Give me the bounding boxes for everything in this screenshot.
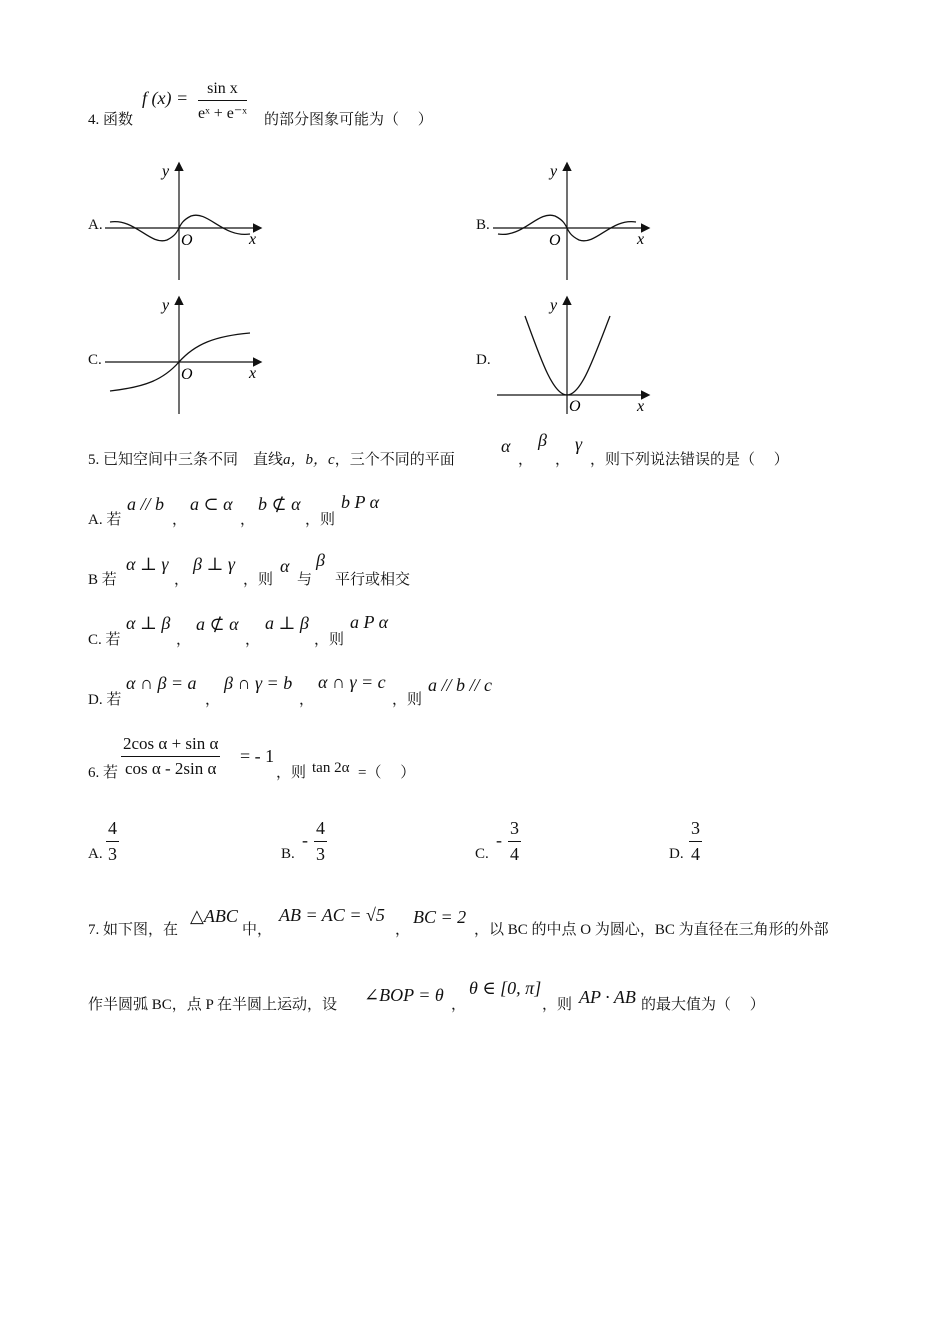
q6-b-sign: -	[302, 830, 308, 850]
q4-option-b-graph	[493, 158, 653, 283]
q5-b-sep1: ，	[174, 572, 190, 588]
q6-c-num: 3	[508, 818, 521, 842]
q5-d-m1: α ∩ β = a	[126, 673, 197, 693]
q5-stem-lines: a，b，c	[283, 452, 335, 468]
q4-d-origin-label: O	[569, 398, 581, 415]
q5-b-then: ，则	[243, 572, 274, 588]
q5-a-m2: a ⊂ α	[190, 494, 233, 514]
q4-option-c-graph	[105, 292, 265, 417]
q7-triangle: △ABC	[190, 906, 238, 926]
q4-fraction	[198, 80, 247, 123]
q7-line1-tail: ，以 BC 的中点 O 为圆心，BC 为直径在三角形的外部	[474, 922, 829, 938]
q5-d-then: ，则	[392, 692, 423, 708]
q7-sep-2: ，	[451, 997, 467, 1013]
q4-a-x-label: x	[249, 231, 257, 248]
q5-a-sep2: ，	[240, 512, 256, 528]
q4-lhs: f (x) =	[142, 88, 189, 108]
q4-b-origin-label: O	[549, 232, 561, 249]
q5-c-then: ，则	[314, 632, 345, 648]
q4-option-b-label: B.	[476, 217, 490, 233]
q4-option-d-label: D.	[476, 352, 491, 368]
q5-stem-end: ，则下列说法错误的是（ ）	[590, 452, 789, 468]
q6-d-num: 3	[689, 818, 702, 842]
q5-b-m4: β	[316, 550, 325, 570]
q6-option-b-value	[314, 818, 327, 865]
q4-b-x-label: x	[637, 231, 645, 248]
q7-eq5: AP · AB	[579, 987, 636, 1007]
q7-eq2: BC = 2	[413, 907, 467, 927]
q4-suffix: 的部分图象可能为（ ）	[264, 112, 433, 128]
q4-a-y-label: y	[162, 163, 170, 180]
q7-line2-b: ，则	[542, 997, 573, 1013]
q6-d-den: 4	[691, 844, 700, 864]
q4-b-y-label: y	[550, 163, 558, 180]
q7-sep-1: ，	[395, 922, 411, 938]
q5-d-label: D. 若	[88, 692, 122, 708]
q6-option-d-label: D.	[669, 846, 684, 862]
q6-option-a-label: A.	[88, 846, 103, 862]
q5-b-mid: 与	[297, 572, 313, 588]
q6-b-den: 3	[316, 844, 325, 864]
q6-rhs: = - 1	[240, 746, 275, 766]
q5-b-label: B 若	[88, 572, 117, 588]
q5-c-sep2: ，	[245, 632, 261, 648]
q5-stem-a: 5. 已知空间中三条不同 直线	[88, 452, 284, 468]
q4-numerator: sin x	[198, 80, 247, 101]
q6-suffix: =（ ）	[358, 765, 416, 781]
q4-a-origin-label: O	[181, 232, 193, 249]
q5-a-then: ，则	[305, 512, 336, 528]
q5-b-m1: α ⊥ γ	[126, 554, 169, 574]
q4-prefix: 4. 函数	[88, 112, 134, 128]
q5-gamma: γ	[575, 434, 583, 454]
q6-prefix: 6. 若	[88, 765, 119, 781]
q5-a-label: A. 若	[88, 512, 122, 528]
q6-option-a-value	[106, 818, 119, 865]
q6-option-b-label: B.	[281, 846, 295, 862]
q5-d-sep2: ，	[299, 692, 315, 708]
q5-a-m3: b ⊄ α	[258, 494, 301, 514]
q7-eq4: θ ∈ [0, π]	[469, 978, 542, 998]
q5-c-m1: α ⊥ β	[126, 613, 171, 633]
q5-c-m4: a P α	[350, 612, 389, 632]
q7-prefix: 7. 如下图，在	[88, 922, 179, 938]
q6-c-sign: -	[496, 830, 502, 850]
q4-d-x-label: x	[637, 398, 645, 415]
q4-c-y-label: y	[162, 297, 170, 314]
q4-c-origin-label: O	[181, 366, 193, 383]
q5-b-m2: β ⊥ γ	[193, 554, 235, 574]
q5-sep-1: ，	[518, 452, 534, 468]
q6-numerator: 2cos α + sin α	[121, 734, 220, 757]
q4-option-a-label: A.	[88, 217, 103, 233]
q6-a-den: 3	[108, 844, 117, 864]
q5-c-sep1: ，	[176, 632, 192, 648]
q6-fraction	[121, 734, 220, 779]
q5-stem-c: ，三个不同的平面	[334, 452, 455, 468]
q6-mid: ，则	[276, 765, 307, 781]
q6-option-c-value	[508, 818, 521, 865]
q4-option-d-graph	[493, 292, 653, 417]
q4-d-y-label: y	[550, 297, 558, 314]
q5-alpha: α	[501, 436, 511, 456]
q5-c-label: C. 若	[88, 632, 121, 648]
q4-option-a-graph	[105, 158, 265, 283]
q5-a-sep1: ，	[172, 512, 188, 528]
q7-eq1: AB = AC = √5	[279, 905, 385, 925]
q7-line2-a: 作半圆弧 BC，点 P 在半圆上运动，设	[88, 997, 338, 1013]
q5-c-m2: a ⊄ α	[196, 614, 239, 634]
q5-b-m3: α	[280, 556, 290, 576]
q5-d-m2: β ∩ γ = b	[224, 673, 293, 693]
q6-a-num: 4	[106, 818, 119, 842]
q4-option-c-label: C.	[88, 352, 102, 368]
q6-option-c-label: C.	[475, 846, 489, 862]
q6-option-d-value	[689, 818, 702, 865]
q5-stem	[88, 448, 455, 469]
q4-c-x-label: x	[249, 365, 257, 382]
q5-d-m4: a // b // c	[428, 675, 492, 695]
q7-eq3: ∠BOP = θ	[364, 985, 444, 1005]
q6-expr: tan 2α	[312, 760, 350, 776]
q4-denominator: eˣ + e⁻ˣ	[198, 105, 247, 122]
q5-beta: β	[538, 430, 547, 450]
q5-a-m1: a // b	[127, 494, 165, 514]
q5-d-m3: α ∩ γ = c	[318, 672, 386, 692]
q5-d-sep1: ，	[205, 692, 221, 708]
q6-c-den: 4	[510, 844, 519, 864]
q6-b-num: 4	[314, 818, 327, 842]
q5-sep-2: ，	[555, 452, 571, 468]
q6-denominator: cos α - 2sin α	[124, 759, 217, 778]
q5-c-m3: a ⊥ β	[265, 613, 309, 633]
q7-line2-c: 的最大值为（ ）	[641, 997, 765, 1013]
q7-zh1: 中，	[242, 922, 273, 938]
q5-a-m4: b P α	[341, 492, 380, 512]
q5-b-end: 平行或相交	[335, 572, 411, 588]
